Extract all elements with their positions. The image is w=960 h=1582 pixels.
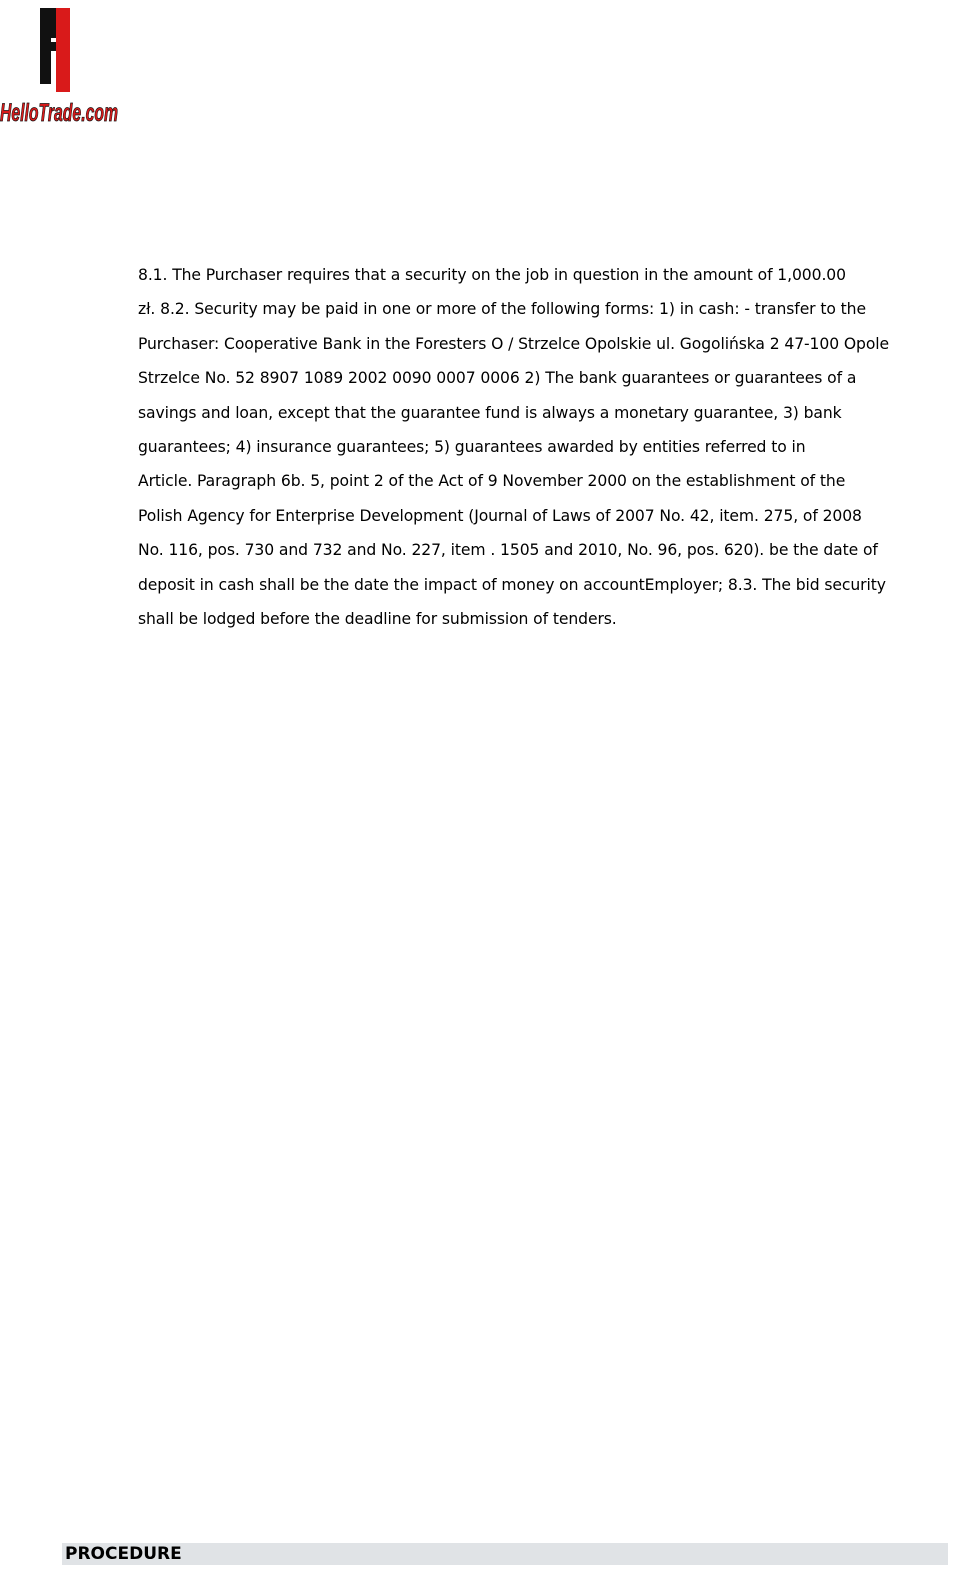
document-line: zł. 8.2. Security may be paid in one or more of the following forms: 1) in cash: - transfer to the: [138, 300, 866, 319]
document-line: No. 116, pos. 730 and 732 and No. 227, item . 1505 and 2010, No. 96, pos. 620). be the date of: [138, 541, 878, 560]
document-line: shall be lodged before the deadline for submission of tenders.: [138, 610, 617, 629]
document-line: Purchaser: Cooperative Bank in the Foresters O / Strzelce Opolskie ul. Gogolińska 2 47-100 Opole: [138, 334, 890, 353]
document-line: guarantees; 4) insurance guarantees; 5) guarantees awarded by entities referred to in: [138, 438, 806, 457]
footer-section-bar: [62, 1543, 948, 1565]
document-line: Article. Paragraph 6b. 5, point 2 of the Act of 9 November 2000 on the establishment of the: [138, 472, 846, 491]
document-line: 8.1. The Purchaser requires that a security on the job in question in the amount of 1,000.00: [138, 266, 846, 284]
document-line: Strzelce No. 52 8907 1089 2002 0090 0007 0006 2) The bank guarantees or guarantees of a: [138, 369, 857, 388]
document-body: [138, 258, 938, 636]
document-line: savings and loan, except that the guarantee fund is always a monetary guarantee, 3) bank: [138, 403, 842, 422]
document-line: deposit in cash shall be the date the impact of money on accountEmployer; 8.3. The bid security: [138, 575, 886, 594]
document-line: Polish Agency for Enterprise Development (Journal of Laws of 2007 No. 42, item. 275, of 2008: [138, 506, 862, 525]
ht-logo-icon: [0, 6, 124, 130]
hellotrade-logo: [0, 6, 124, 130]
section-heading: PROCEDURE: [65, 1544, 182, 1564]
svg-text:HelloTrade.com: HelloTrade.com: [0, 99, 118, 127]
